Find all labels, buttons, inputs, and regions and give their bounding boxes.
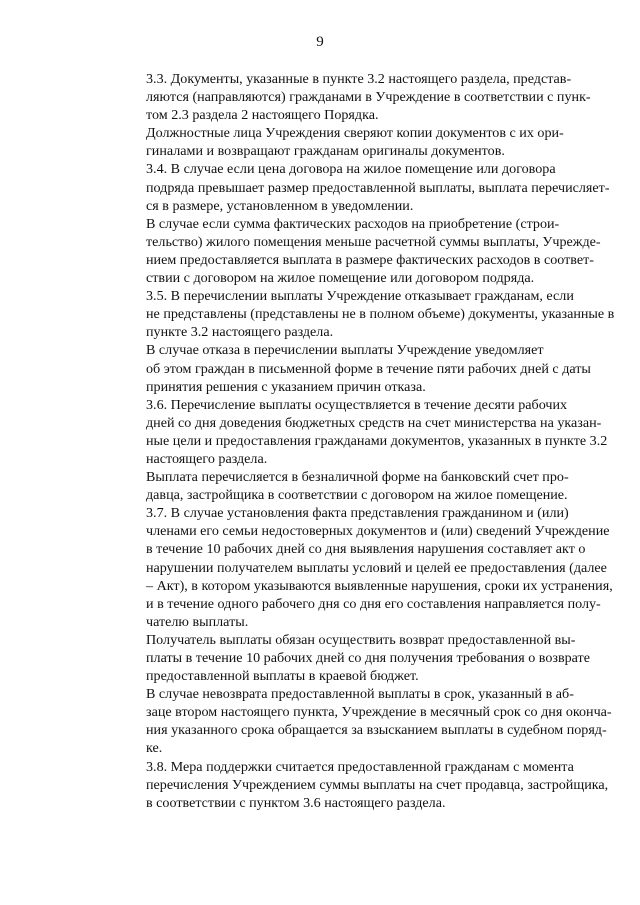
text-line: принятия решения с указанием причин отказа. xyxy=(146,378,426,395)
text-line: и в течение одного рабочего дня со дня его составления направляется полу- xyxy=(146,595,601,612)
paragraph-3-6 xyxy=(108,396,608,468)
text-line: том 2.3 раздела 2 настоящего Порядка. xyxy=(146,107,379,124)
text-line: 3.5. В перечислении выплаты Учреждение отказывает гражданам, если xyxy=(146,288,574,305)
text-line: ния указанного срока обращается за взысканием выплаты в судебном поряд- xyxy=(146,722,607,739)
paragraph-3-5 xyxy=(108,287,615,341)
text-line: 3.4. В случае если цена договора на жилое помещение или договора xyxy=(146,161,556,178)
paragraph-court-recovery xyxy=(108,685,612,757)
text-line: в течение 10 рабочих дней со дня выявления нарушения составляет акт о xyxy=(146,541,586,558)
text-line: – Акт), в котором указываются выявленные нарушения, сроки их устранения, xyxy=(146,577,613,594)
text-line: заце втором настоящего пункта, Учреждение в месячный срок со дня оконча- xyxy=(146,704,612,721)
text-line: ке. xyxy=(146,740,163,757)
text-line: давца, застройщика в соответствии с договором на жилое помещение. xyxy=(146,487,568,504)
text-line: не представлены (представлены не в полном объеме) документы, указанные в xyxy=(146,306,615,323)
text-line: платы в течение 10 рабочих дней со дня получения требования о возврате xyxy=(146,650,590,666)
paragraph-3-3 xyxy=(108,70,591,124)
text-line: Получатель выплаты обязан осуществить возврат предоставленной вы- xyxy=(146,631,576,648)
paragraph-cashless-transfer xyxy=(108,468,569,504)
text-line: настоящего раздела. xyxy=(146,450,268,467)
paragraph-refusal-notice xyxy=(108,341,591,395)
text-line: членами его семьи недостоверных документов и (или) сведений Учреждение xyxy=(146,523,610,540)
paragraph-officials-verify xyxy=(108,124,564,160)
paragraph-3-8 xyxy=(108,758,609,812)
text-line: ствии с договором на жилое помещение или договором подряда. xyxy=(146,270,535,287)
text-line: перечисления Учреждением суммы выплаты на счет продавца, застройщика, xyxy=(146,776,609,793)
text-line: нарушении получателем выплаты условий и целей ее предоставления (далее xyxy=(146,559,607,576)
text-line: об этом граждан в письменной форме в течение пяти рабочих дней с даты xyxy=(146,360,591,377)
text-line: ся в размере, установленном в уведомлении. xyxy=(146,197,414,214)
document-body xyxy=(108,70,615,812)
paragraph-refund-obligation xyxy=(108,631,590,685)
text-line: В случае невозврата предоставленной выплаты в срок, указанный в аб- xyxy=(146,686,574,703)
text-line: В случае если сумма фактических расходов на приобретение (строи- xyxy=(146,215,560,232)
paragraph-3-7 xyxy=(108,504,613,631)
text-line: 3.3. Документы, указанные в пункте 3.2 настоящего раздела, представ- xyxy=(146,71,572,87)
text-line: предоставленной выплаты в краевой бюджет. xyxy=(146,668,419,685)
text-line: пункте 3.2 настоящего раздела. xyxy=(146,324,334,341)
page-number: 9 xyxy=(316,34,324,50)
text-line: дней со дня доведения бюджетных средств на счет министерства на указан- xyxy=(146,414,602,431)
text-line: чателю выплаты. xyxy=(146,613,249,630)
text-line: подряда превышает размер предоставленной выплаты, выплата перечисляет- xyxy=(146,179,610,196)
text-line: 3.6. Перечисление выплаты осуществляется в течение десяти рабочих xyxy=(146,396,568,413)
text-line: 3.8. Мера поддержки считается предоставленной гражданам с момента xyxy=(146,758,574,775)
paragraph-3-4 xyxy=(108,160,610,214)
text-line: тельство) жилого помещения меньше расчетной суммы выплаты, Учрежде- xyxy=(146,233,601,250)
text-line: в соответствии с пунктом 3.6 настоящего раздела. xyxy=(146,794,446,811)
text-line: ные цели и предоставления гражданами документов, указанных в пункте 3.2 xyxy=(146,432,608,449)
text-line: ляются (направляются) гражданами в Учреждение в соответствии с пунк- xyxy=(146,89,591,106)
text-line: гиналами и возвращают гражданам оригиналы документов. xyxy=(146,143,505,160)
text-line: Должностные лица Учреждения сверяют копии документов с их ори- xyxy=(146,125,564,142)
text-line: нием предоставляется выплата в размере фактических расходов в соответ- xyxy=(146,251,594,268)
text-line: Выплата перечисляется в безналичной форме на банковский счет про- xyxy=(146,469,569,486)
text-line: 3.7. В случае установления факта представления гражданином и (или) xyxy=(146,505,569,522)
paragraph-actual-expenses xyxy=(108,215,601,287)
text-line: В случае отказа в перечислении выплаты Учреждение уведомляет xyxy=(146,342,544,359)
